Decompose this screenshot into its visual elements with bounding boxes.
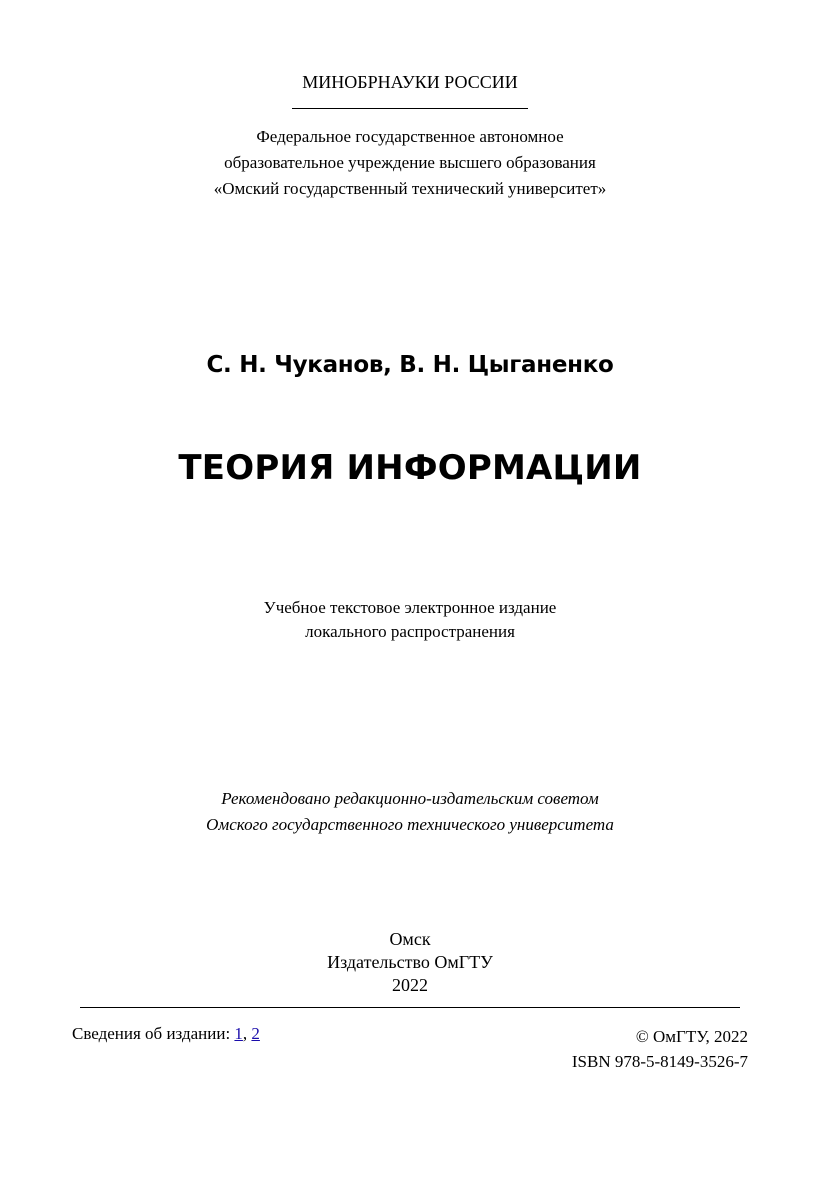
recommendation-line: Рекомендовано редакционно-издательским советом	[221, 789, 599, 808]
edition-line: локального распространения	[305, 622, 515, 641]
edition-info-link-1[interactable]: 1	[234, 1024, 243, 1043]
copyright: © ОмГТУ, 2022	[635, 1027, 748, 1046]
institution-line: Федеральное государственное автономное	[256, 127, 564, 146]
imprint-year: 2022	[392, 975, 428, 995]
imprint	[0, 928, 820, 997]
authors: С. Н. Чуканов, В. Н. Цыганенко	[206, 352, 614, 378]
ministry-name: МИНОБРНАУКИ РОССИИ	[302, 72, 518, 92]
edition-line: Учебное текстовое электронное издание	[263, 598, 557, 617]
recommendation	[0, 786, 820, 838]
edition-info-label: Сведения об издании:	[72, 1024, 231, 1043]
imprint-publisher: Издательство ОмГТУ	[327, 952, 493, 972]
edition-info-link-2[interactable]: 2	[251, 1024, 260, 1043]
recommendation-line: Омского государственного технического университета	[206, 815, 614, 834]
isbn: ISBN 978-5-8149-3526-7	[571, 1052, 748, 1071]
imprint-city: Омск	[389, 929, 431, 949]
link-separator: ,	[242, 1024, 248, 1043]
ministry-divider	[292, 108, 528, 109]
edition-type	[0, 596, 820, 644]
book-title: ТЕОРИЯ ИНФОРМАЦИИ	[178, 448, 642, 488]
publication-codes	[440, 1024, 748, 1074]
institution-name	[0, 124, 820, 202]
institution-line: «Омский государственный технический университет»	[213, 179, 607, 198]
institution-line: образовательное учреждение высшего образования	[224, 153, 596, 172]
footer-divider	[80, 1007, 740, 1008]
edition-info	[72, 1024, 260, 1044]
